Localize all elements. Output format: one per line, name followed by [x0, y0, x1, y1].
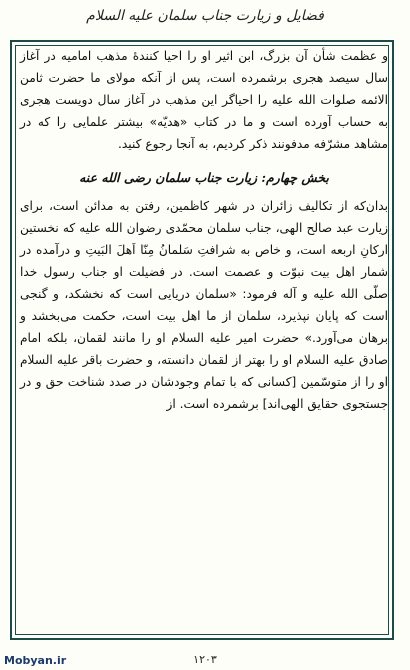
page-body: [20, 46, 388, 636]
site-watermark: Mobyan.ir: [4, 654, 67, 667]
paragraph-salman-intro: و عظمت شأن آن بزرگ، ابن اثیر او را احیا کنندهٔ مذهب امامیه در آغاز سال سیصد هجری برشمرده است، پس از آنکه مولای ما حضرت ثامن الائمه صلوات الله علیه را احیاگر این مذهب در آغاز سال دویست هجری به حساب آورده است و ما در کتاب «هدیّه» بیشتر علمایی را که در مشاهد مشرّفه مدفونند ذکر کردیم، به آنجا رجوع کنید.: [20, 49, 388, 151]
paragraph-salman-ziyarat: بدان‌که از تکالیف زائران در شهر کاظمین، رفتن به مدائن است، برای زیارت عبد صالح الهی، جناب سلمان محمّدی رضوان الله علیه که نخستین ارکانِ اربعه است، و خاص به شرافتِ سَلمانُ مِنّا اَهلَ البَیتِ و درآمده در شمار اهل بیت نبوّت و عصمت است. در فضیلت او جناب رسول خدا صلّی الله علیه و آله فرمود: «سلمان دریایی است که نخشکد، و گنجی است که پایان نپذیرد، سلمان از ما اهل بیت است، حکمت می‌بخشد و برهان می‌آورد.» حضرت امیر علیه السلام او را مانند لقمان، بلکه امام صادق علیه السلام او را بهتر از لقمان دانسته، و حضرت باقر علیه السلام او را از متوسّمین [کسانی که با تمام وجودشان در صدد شناخت حق و در جستجوی حقایق الهی‌اند] برشمرده است. از: [20, 199, 388, 411]
page-number: ۱۲۰۳: [193, 653, 217, 666]
section-heading: بخش چهارم: زیارت جناب سلمان رضی الله عنه: [79, 169, 329, 185]
running-header-title: فضایل و زیارت جناب سلمان عليه السلام: [86, 8, 324, 24]
page-header: [0, 0, 410, 40]
